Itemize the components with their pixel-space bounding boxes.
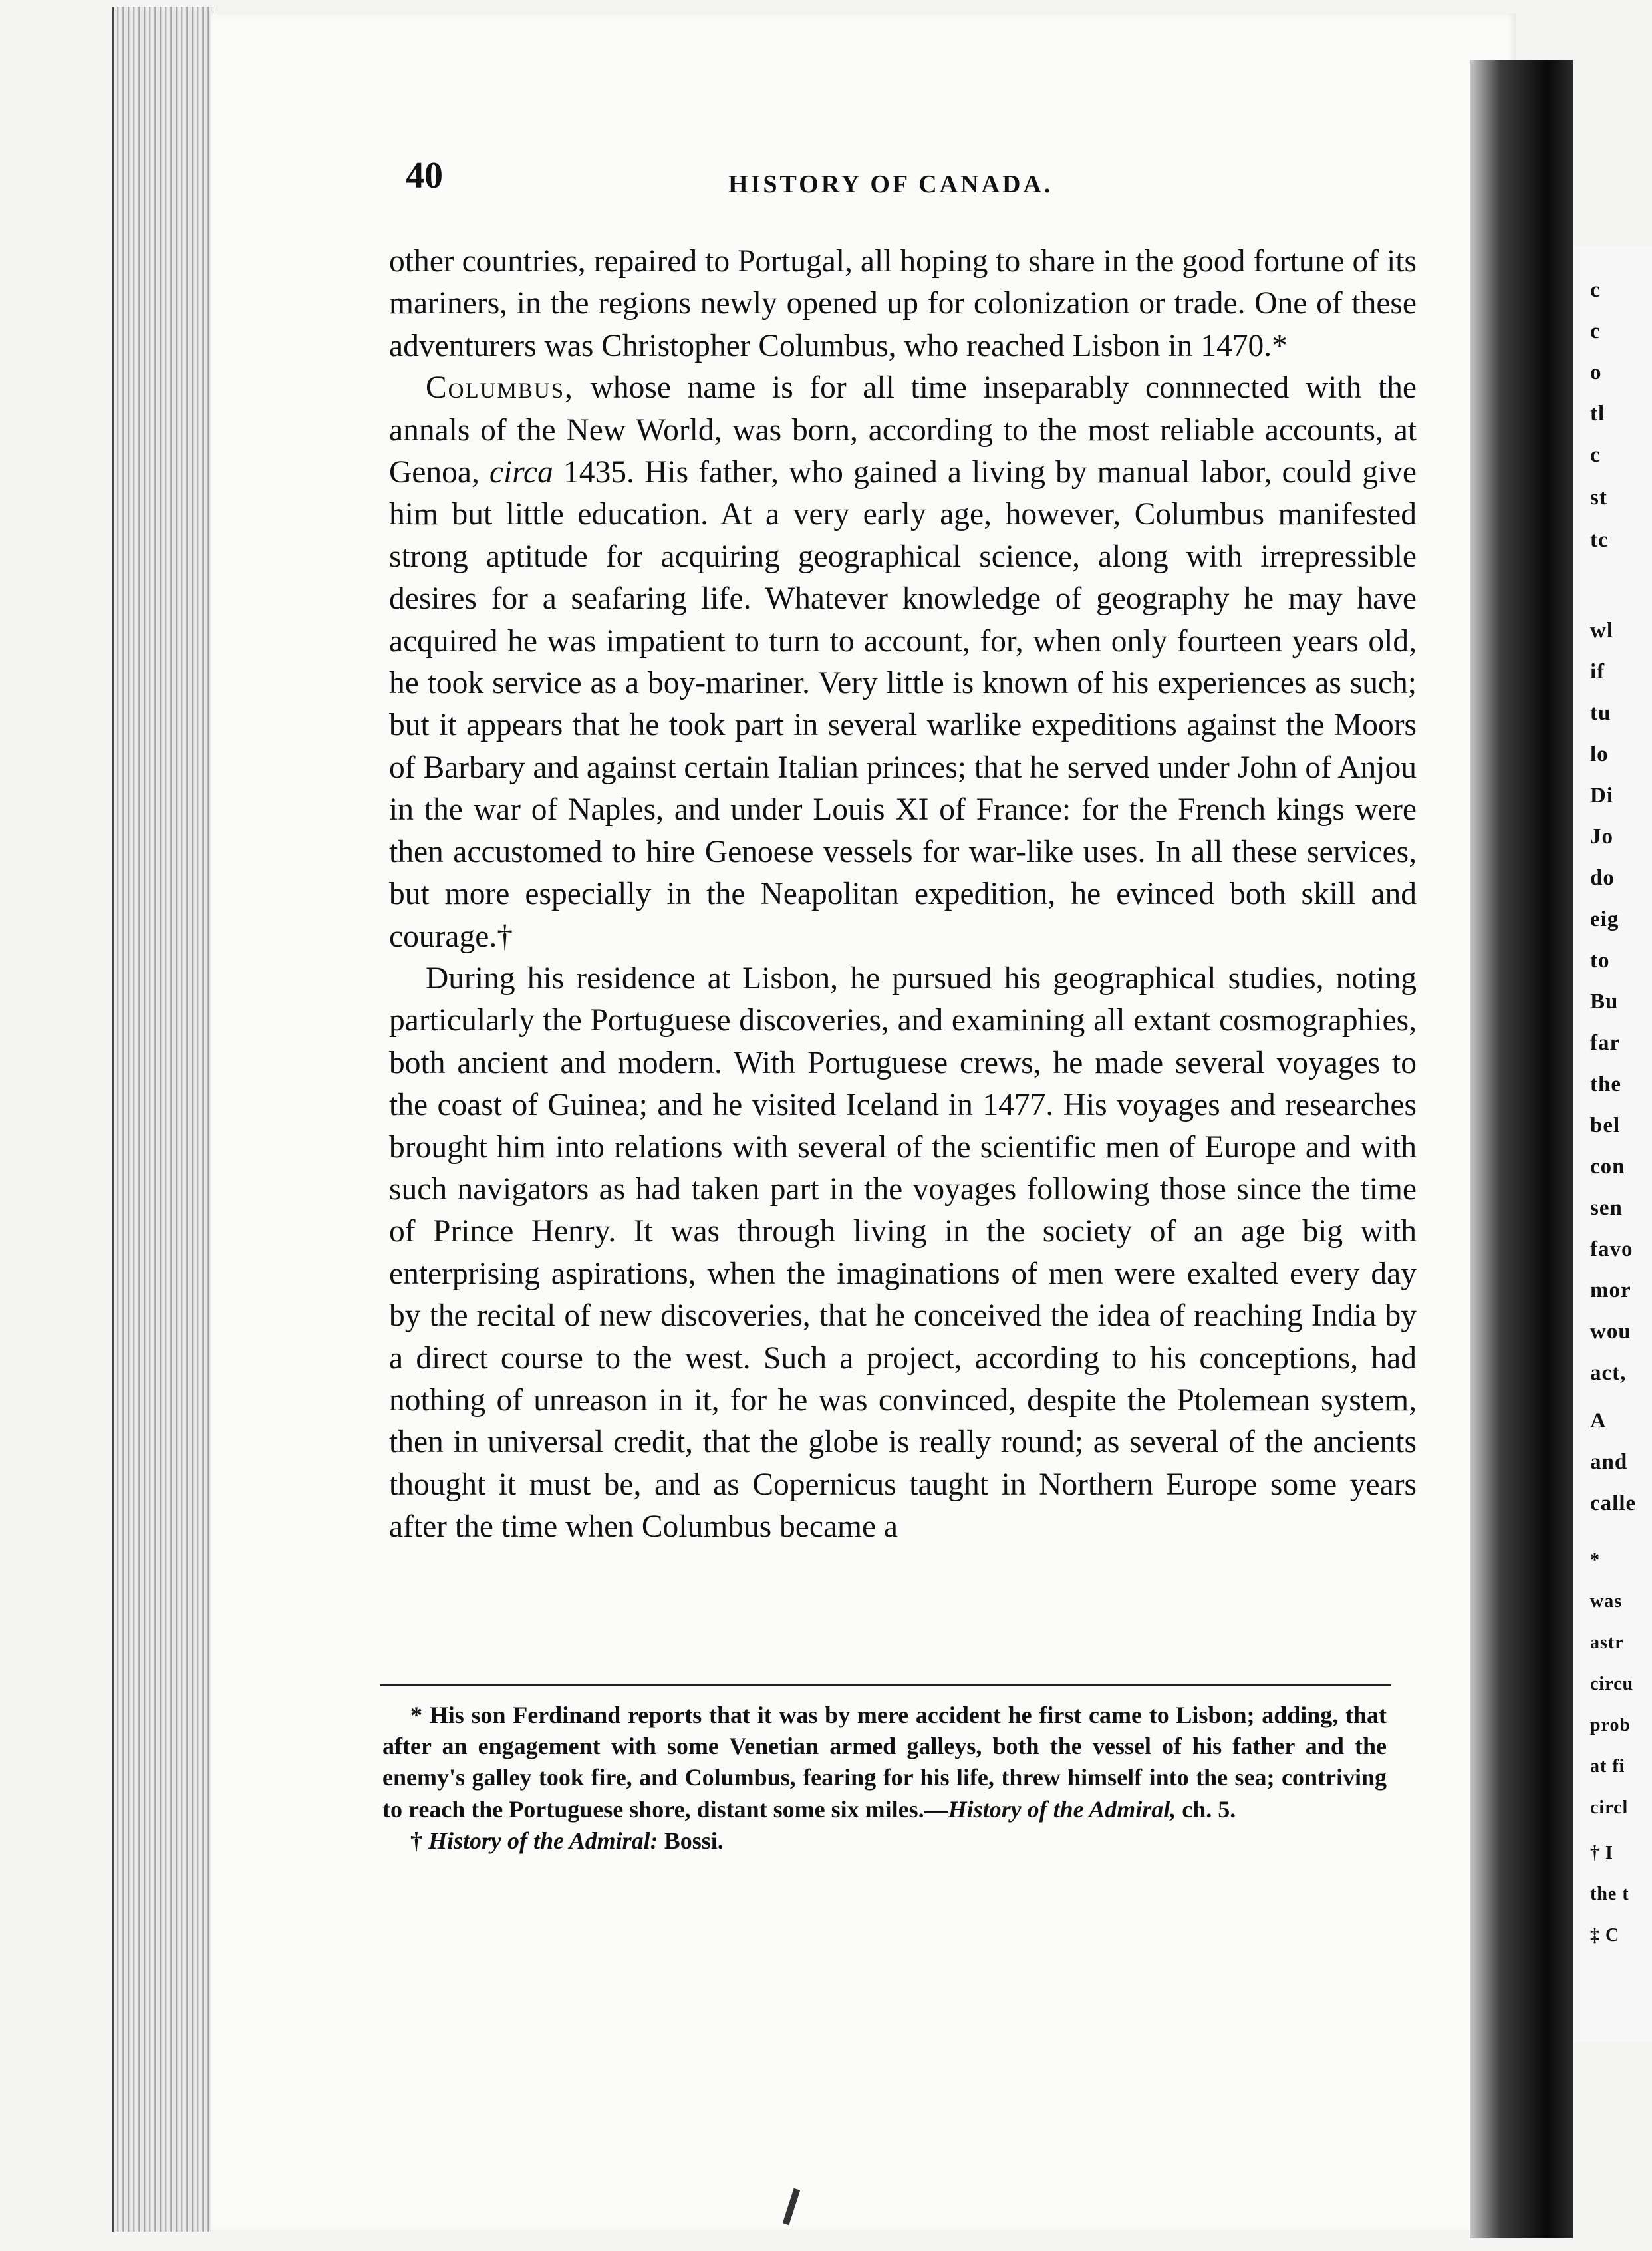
facing-page-line: o bbox=[1590, 361, 1602, 384]
facing-page-line: the t bbox=[1590, 1884, 1629, 1904]
facing-page-line: * bbox=[1590, 1550, 1600, 1571]
paragraph-1: other countries, repaired to Portugal, all hoping to share in the good fortune of its mariners, in the regions newly opened up for colonization or trade. One of these adventurers was Christopher Columbus, who reached Lisbon in 1470.* bbox=[389, 244, 1417, 363]
paragraph-3: During his residence at Lisbon, he pursued his geographical studies, noting particularly the Portuguese discoveries, and examining all extant cosmographies, both ancient and modern. With Portuguese crews, he made several voyages to the coast of Guinea; and he visited Iceland in 1477. His voyages and researches brought him into relations with several of the scientific men of Europe and with such navigators as had taken part in the voyages following those since the time of Prince Henry. It was through living in the society of an age big with enterprising aspirations, when the imaginations of men were exalted every day by the recital of new discoveries, that he conceived the idea of reaching India by a direct course to the west. Such a project, according to his conceptions, had nothing of unreason in it, for he was convinced, despite the Ptolemean system, then in universal credit, that the globe is really round; as several of the ancients thought it must be, and as Copernicus taught in Northern Europe some years after the time when Columbus became a bbox=[389, 961, 1417, 1545]
paragraph-2-circa: circa bbox=[489, 455, 553, 490]
facing-page-line: tl bbox=[1590, 402, 1605, 426]
paragraph-2-part-b: 1435. His father, who gained a living by manual labor, could give him but little education. At a very early age, however, Columbus manifested strong aptitude for acquiring geographical science, along with irrepressible desires for a seafaring life. Whatever knowledge of geography he may have acquired he was impatient to turn to account, for, when only fourteen years old, he took service as a boy-mariner. Very little is known of his experiences as such; but it appears that he took part in several warlike expeditions against the Moors of Barbary and against certain Italian princes; that he served under John of Anjou in the war of Naples, and under Louis XI of France: for the French kings were then accustomed to hire Genoese vessels for war-like uses. In all these services, but more especially in the Neapolitan expedition, he evinced both skill and courage.† bbox=[389, 455, 1417, 954]
facing-page-line: sen bbox=[1590, 1196, 1623, 1220]
facing-page-line: lo bbox=[1590, 742, 1609, 766]
footnote-star-tail: ch. 5. bbox=[1176, 1795, 1236, 1823]
page-number: 40 bbox=[406, 155, 443, 196]
book-gutter-shadow bbox=[1470, 60, 1573, 2238]
footnote-dagger-ref: History of the Admiral: bbox=[428, 1827, 658, 1854]
facing-page-line: c bbox=[1590, 443, 1601, 467]
footnote-star-ref: History of the Admiral, bbox=[948, 1795, 1176, 1823]
facing-page-line: wl bbox=[1590, 619, 1613, 643]
footnote-dagger bbox=[382, 1825, 1387, 1857]
facing-page-line: calle bbox=[1590, 1491, 1637, 1515]
facing-page-line: † I bbox=[1590, 1843, 1613, 1863]
footnote-star bbox=[382, 1700, 1387, 1825]
facing-page-line: eig bbox=[1590, 907, 1619, 931]
facing-page-line: A bbox=[1590, 1409, 1607, 1433]
facing-page-line: con bbox=[1590, 1155, 1625, 1179]
footnotes bbox=[382, 1700, 1387, 1857]
facing-page-line: act, bbox=[1590, 1361, 1627, 1385]
running-title: HISTORY OF CANADA. bbox=[728, 170, 1053, 198]
facing-page-line: c bbox=[1590, 278, 1601, 302]
facing-page-line: was bbox=[1590, 1591, 1623, 1612]
facing-page-line: to bbox=[1590, 949, 1610, 973]
facing-page-line: ‡ C bbox=[1590, 1925, 1620, 1946]
footnote-dagger-mark: † bbox=[410, 1827, 428, 1854]
paragraph-2-lead: Columbus, bbox=[426, 371, 574, 406]
facing-page-line: astr bbox=[1590, 1632, 1624, 1653]
facing-page-line: st bbox=[1590, 486, 1607, 510]
facing-page-line: mor bbox=[1590, 1278, 1631, 1302]
facing-page-line: and bbox=[1590, 1450, 1628, 1474]
facing-page-line: the bbox=[1590, 1072, 1621, 1096]
facing-page-line: bel bbox=[1590, 1114, 1621, 1137]
facing-page-line: Jo bbox=[1590, 825, 1613, 849]
facing-page-line: favo bbox=[1590, 1237, 1633, 1261]
paragraph-2 bbox=[389, 367, 1417, 958]
facing-page-line: circu bbox=[1590, 1674, 1634, 1694]
facing-page-line: wou bbox=[1590, 1320, 1631, 1344]
footnote-star-text: * His son Ferdinand reports that it was by mere accident he first came to Lisbon; adding, that after an engagement with some Venetian armed galleys, both the vessel of his father and the enemy's galley took fire, and Columbus, fearing for his life, threw himself into the sea; contriving to reach the Portuguese shore, distant some six miles.— bbox=[382, 1702, 1387, 1823]
facing-page-line: far bbox=[1590, 1031, 1621, 1055]
paragraph-2-part-a: whose name is for all time inseparably connnected with the annals of the New World, was born, according to the most reliable accounts, at Genoa, bbox=[389, 371, 1417, 490]
footnote-dagger-tail: Bossi. bbox=[658, 1827, 724, 1854]
facing-page-line: tu bbox=[1590, 701, 1611, 725]
facing-page-line: c bbox=[1590, 319, 1601, 343]
facing-page-line: tc bbox=[1590, 528, 1609, 552]
footnote-rule bbox=[380, 1684, 1391, 1686]
facing-page-line: do bbox=[1590, 866, 1615, 890]
main-text bbox=[389, 241, 1417, 1549]
page-edges bbox=[112, 7, 213, 2232]
facing-page-line: circl bbox=[1590, 1797, 1629, 1818]
facing-page-line: Bu bbox=[1590, 990, 1619, 1014]
facing-page-line: Di bbox=[1590, 784, 1613, 808]
facing-page-line: prob bbox=[1590, 1715, 1631, 1735]
facing-page-fragment bbox=[1573, 246, 1652, 2042]
facing-page-line: if bbox=[1590, 660, 1605, 684]
facing-page-line: at fi bbox=[1590, 1756, 1625, 1777]
